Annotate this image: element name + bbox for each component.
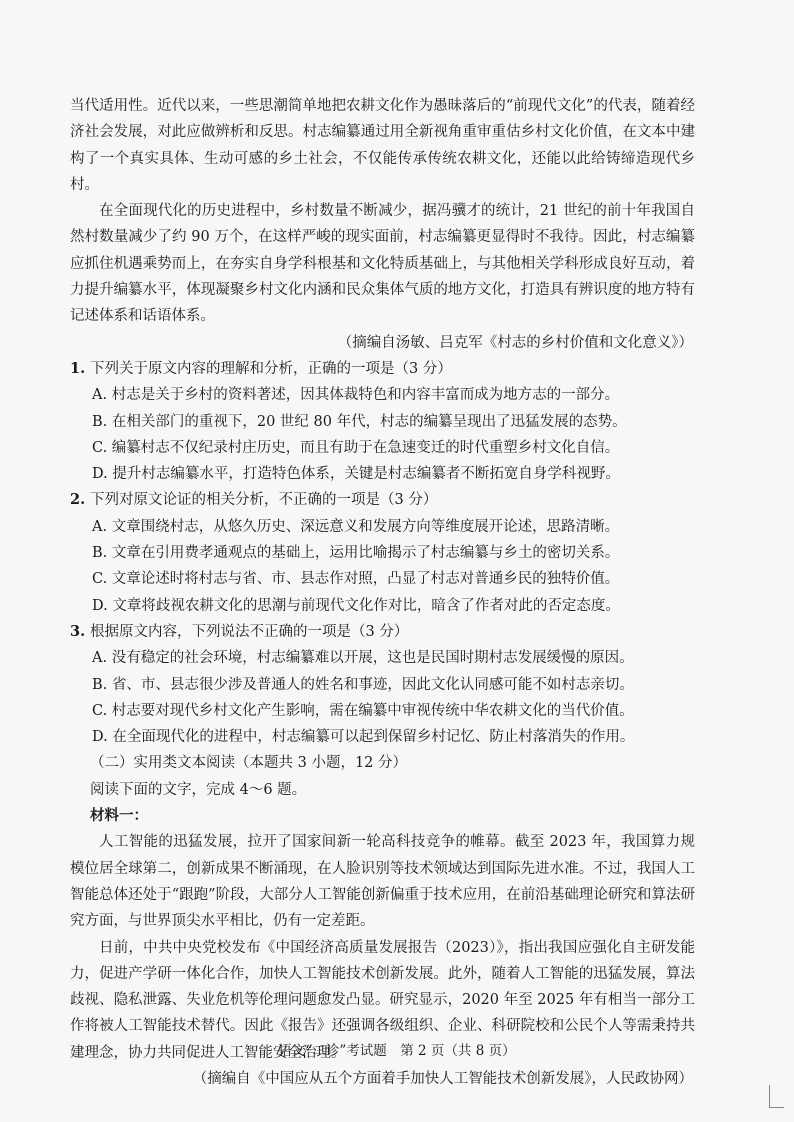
- option-c: C. 村志要对现代乡村文化产生影响，需在编纂中审视传统中华农耕文化的当代价值。: [92, 702, 634, 719]
- question-1: [70, 356, 695, 487]
- question-number: 3.: [70, 622, 86, 640]
- question-number: 1.: [70, 359, 86, 377]
- option-a: A. 村志是关于乡村的资料著述，因其体裁特色和内容丰富而成为地方志的一部分。: [92, 387, 620, 404]
- material-paragraph-2: 日前，中共中央党校发布《中国经济高质量发展报告（2023）》，指出我国应强化自主研发能力，促进产学研一体化合作，加快人工智能技术创新发展。此外，随着人工智能的迅猛发展，算法歧视、隐私泄露、失业危机等伦理问题愈发凸显。研究显示，2020 年至 2025 年有相当一部分工作将被人工智能技术替代。因此《报告》还强调各级组织、企业、科研院校和公民个人等需秉持共建理念，协力共同促进人工智能安全治理。: [70, 939, 695, 1061]
- option-b: B. 在相关部门的重视下，20 世纪 80 年代，村志的编纂呈现出了迅猛发展的态势。: [92, 413, 627, 430]
- scan-corner-mark: [769, 1085, 784, 1108]
- option-d: D. 在全面现代化的进程中，村志编纂可以起到保留乡村记忆、防止村落消失的作用。: [92, 729, 635, 746]
- option-b: B. 省、市、县志很少涉及普通人的姓名和事迹，因此文化认同感可能不如村志亲切。: [92, 676, 634, 693]
- option-a: A. 文章围绕村志，从悠久历史、深远意义和发展方向等维度展开论述，思路清晰。: [92, 518, 620, 535]
- option-d: D. 文章将歧视农耕文化的思潮与前现代文化作对比，暗含了作者对此的否定态度。: [92, 597, 620, 614]
- option-a: A. 没有稳定的社会环境，村志编纂难以开展，这也是民国时期村志发展缓慢的原因。: [92, 650, 634, 667]
- option-b: B. 文章在引用费孝通观点的基础上，运用比喻揭示了村志编纂与乡土的密切关系。: [92, 545, 620, 562]
- option-c: C. 文章论述时将村志与省、市、县志作对照，凸显了村志对普通乡民的独特价值。: [92, 571, 620, 588]
- option-c: C. 编纂村志不仅纪录村庄历史，而且有助于在急速变迁的时代重塑乡村文化自信。: [92, 439, 620, 456]
- material-paragraph-1: 人工智能的迅猛发展，拉开了国家间新一轮高科技竞争的帷幕。截至 2023 年，我国算力规模位居全球第二，创新成果不断涌现，在人脸识别等技术领域达到国际先进水准。不过，我国人工智能总体还处于“跟跑”阶段，大部分人工智能创新偏重于技术应用，在前沿基础理论研究和算法研究方面，与世界顶尖水平相比，仍有一定差距。: [70, 834, 695, 930]
- question-stem: 下列对原文论证的相关分析，不正确的一项是（3 分）: [90, 492, 438, 509]
- reading-instruction: 阅读下面的文字，完成 4～6 题。: [90, 781, 307, 798]
- section-title: （二）实用类文本阅读（本题共 3 小题，12 分）: [90, 755, 408, 772]
- page-content: [70, 94, 695, 1092]
- paragraph-modernization: 在全面现代化的历史进程中，乡村数量不断减少，据冯骥才的统计，21 世纪的前十年我国自然村数量减少了约 90 万个，在这样严峻的现实面前，村志编纂更显得时不我待。因此，村志编纂应抓住机遇乘势而上，在夯实自身学科根基和文化特质基础上，与其他相关学科形成良好互动，着力提升编纂水平，体现凝聚乡村文化内涵和民众集体气质的地方文化，打造具有辨识度的地方特有记述体系和话语体系。: [70, 203, 695, 325]
- source-citation-1: （摘编自汤敏、吕克军《村志的乡村价值和文化意义》）: [337, 334, 693, 351]
- question-stem: 下列关于原文内容的理解和分析，正确的一项是（3 分）: [90, 360, 452, 377]
- source-citation-2: （摘编自《中国应从五个方面着手加快人工智能技术创新发展》，人民政协网）: [192, 1070, 693, 1087]
- question-3: [70, 619, 695, 750]
- page-footer: 语文“二诊”考试题 第 2 页（共 8 页）: [278, 1043, 516, 1059]
- paragraph-continued: 当代适用性。近代以来，一些思潮简单地把农耕文化作为愚昧落后的“前现代文化”的代表，随着经济社会发展，对此应做辨析和反思。村志编纂通过用全新视角重审重估乡村文化价值，在文本中建构了一个真实具体、生动可感的乡土社会，不仅能传承传统农耕文化，还能以此给铸缔造现代乡村。: [70, 98, 695, 193]
- material-label: 材料一：: [90, 807, 148, 825]
- question-number: 2.: [70, 491, 86, 509]
- option-d: D. 提升村志编纂水平，打造特色体系，关键是村志编纂者不断拓宽自身学科视野。: [92, 466, 620, 483]
- question-stem: 根据原文内容，下列说法不正确的一项是（3 分）: [90, 623, 409, 640]
- question-2: [70, 487, 695, 618]
